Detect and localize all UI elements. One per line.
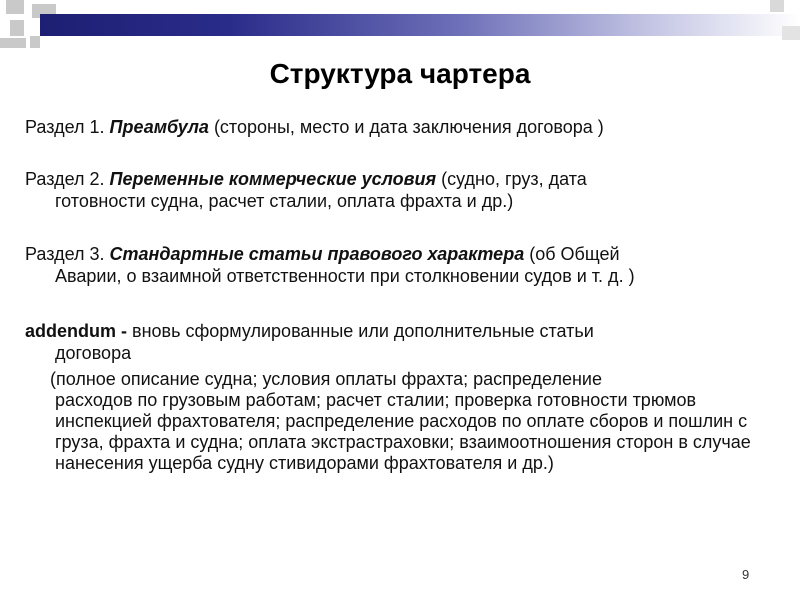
- decor-square: [782, 26, 800, 40]
- section-rest: (судно, груз, дата: [436, 169, 587, 189]
- section-lead: Раздел 3.: [25, 244, 110, 264]
- addendum-continuation: договора: [55, 343, 132, 363]
- section-3: [25, 243, 770, 287]
- header-gradient-bar: [40, 14, 800, 36]
- addendum-details-first: (полное описание судна; условия оплаты фрахта; распределение: [50, 369, 602, 389]
- section-emphasis: Переменные коммерческие условия: [109, 169, 437, 189]
- addendum-details: [50, 369, 770, 474]
- addendum-definition: [25, 320, 770, 364]
- section-rest: (об Общей: [524, 244, 620, 264]
- section-continuation: Аварии, о взаимной ответственности при столкновении судов и т. д. ): [55, 266, 635, 286]
- addendum-dash: -: [116, 321, 133, 341]
- section-rest: (стороны, место и дата заключения договора ): [208, 117, 604, 137]
- section-emphasis: Преамбула: [109, 117, 209, 137]
- addendum-text: вновь сформулированные или дополнительные статьи: [132, 321, 594, 341]
- section-lead: Раздел 1.: [25, 117, 110, 137]
- slide-title: Структура чартера: [269, 58, 531, 89]
- addendum-details-rest: расходов по грузовым работам; расчет сталии; проверка готовности трюмов инспекцией фрахтователя; распределение расходов по оплате сборов и пошлин с груза, фрахта и судна; оплата экстрастраховки; взаимоотношения сторон в случае нанесения ущерба судну стивидорами фрахтователя и др.): [55, 390, 751, 473]
- section-lead: Раздел 2.: [25, 169, 110, 189]
- section-2: [25, 168, 770, 212]
- decor-square: [0, 38, 26, 48]
- section-1: [25, 116, 770, 138]
- section-continuation: готовности судна, расчет сталии, оплата фрахта и др.): [55, 191, 514, 211]
- decor-square: [10, 20, 24, 36]
- decor-square: [770, 0, 784, 12]
- section-emphasis: Стандартные статьи правового характера: [109, 244, 525, 264]
- decor-square: [6, 0, 24, 14]
- addendum-term: addendum: [25, 321, 117, 341]
- page-number: 9: [742, 567, 750, 582]
- decor-square: [30, 36, 40, 48]
